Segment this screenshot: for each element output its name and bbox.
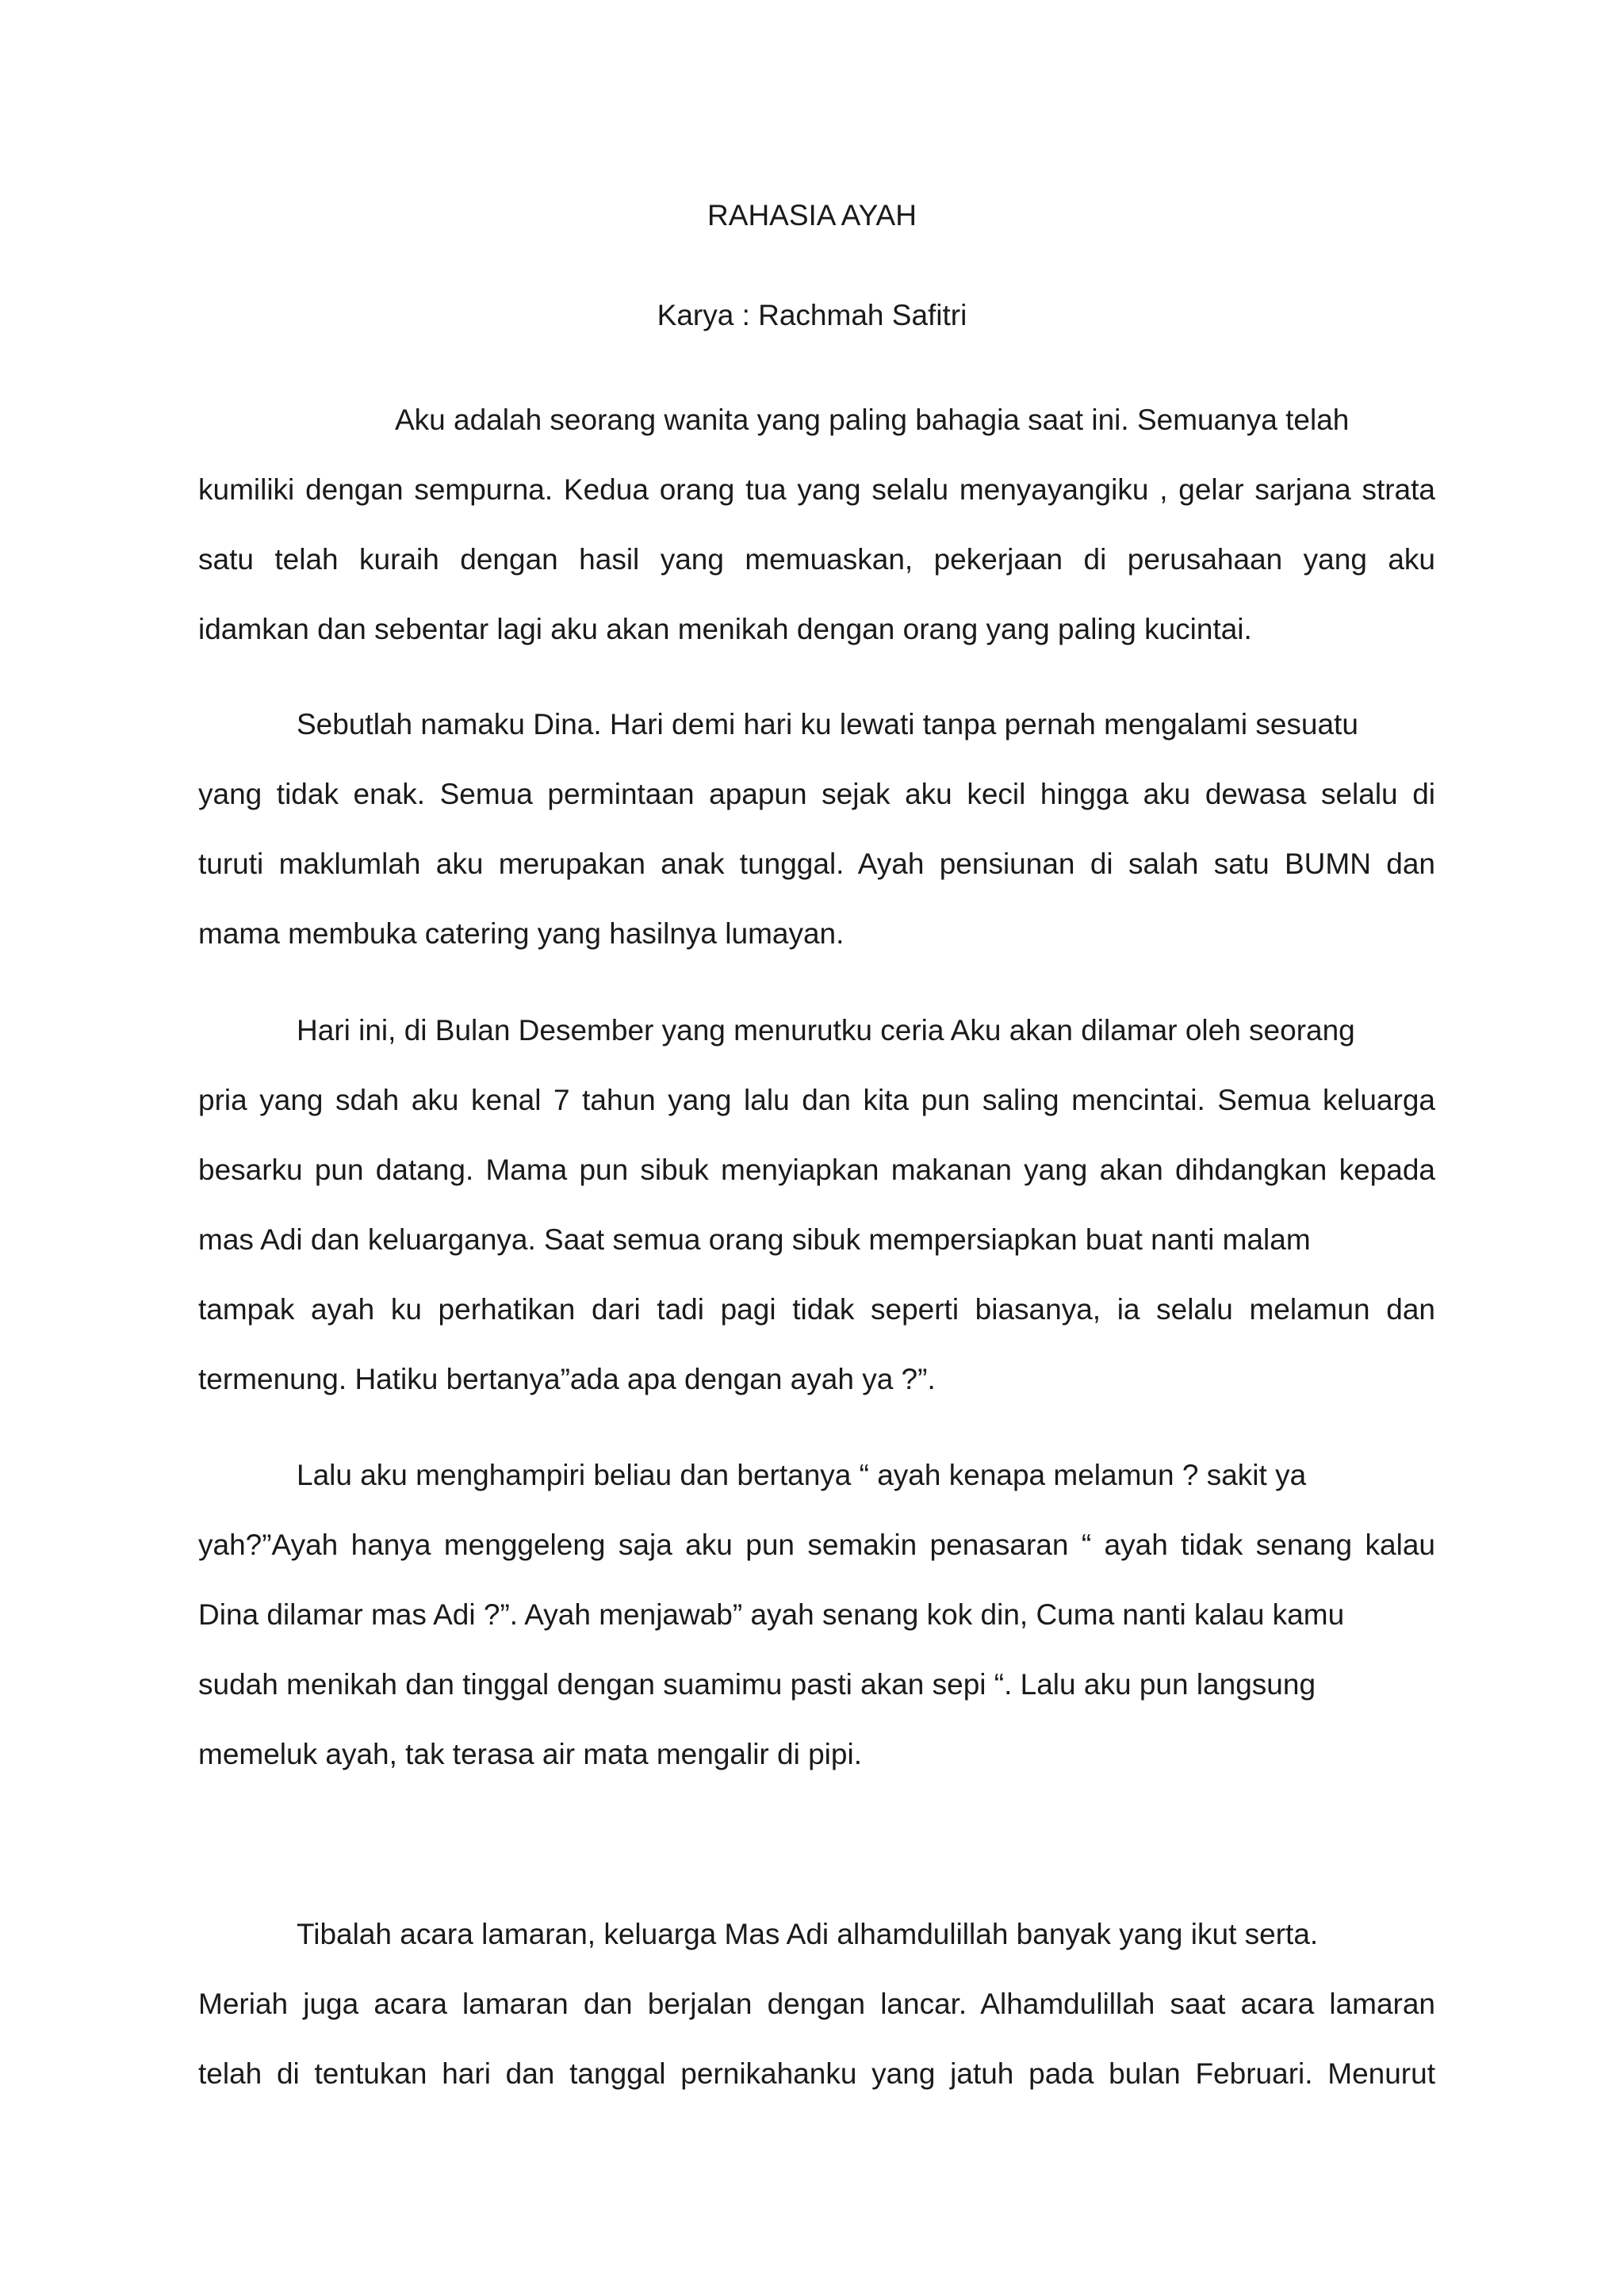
paragraph-line: idamkan dan sebentar lagi aku akan menikah dengan orang yang paling kucintai. <box>198 613 1252 645</box>
paragraph-line: kumiliki dengan sempurna. Kedua orang tua yang selalu menyayangiku , gelar sarjana strata <box>198 473 1435 506</box>
document-title: RAHASIA AYAH <box>707 199 917 232</box>
paragraph-line: sudah menikah dan tinggal dengan suamimu pasti akan sepi “. Lalu aku pun langsung <box>198 1668 1316 1701</box>
paragraph-1 <box>198 385 1435 664</box>
paragraph-line: mama membuka catering yang hasilnya lumayan. <box>198 917 845 950</box>
paragraph-2 <box>198 690 1435 969</box>
paragraph-line: telah di tentukan hari dan tanggal pernikahanku yang jatuh pada bulan Februari. Menurut <box>198 2057 1435 2090</box>
paragraph-line: Tibalah acara lamaran, keluarga Mas Adi alhamdulillah banyak yang ikut serta. <box>297 1918 1319 1950</box>
paragraph-line: Aku adalah seorang wanita yang paling bahagia saat ini. Semuanya telah <box>395 404 1350 436</box>
paragraph-line: turuti maklumlah aku merupakan anak tunggal. Ayah pensiunan di salah satu BUMN dan <box>198 848 1435 880</box>
paragraph-line: Sebutlah namaku Dina. Hari demi hari ku lewati tanpa pernah mengalami sesuatu <box>297 708 1358 740</box>
paragraph-line: yah?”Ayah hanya menggeleng saja aku pun semakin penasaran “ ayah tidak senang kalau <box>198 1529 1435 1561</box>
paragraph-line: yang tidak enak. Semua permintaan apapun sejak aku kecil hingga aku dewasa selalu di <box>198 778 1435 810</box>
paragraph-line: Dina dilamar mas Adi ?”. Ayah menjawab” ayah senang kok din, Cuma nanti kalau kamu <box>198 1598 1345 1631</box>
paragraph-line: satu telah kuraih dengan hasil yang memuaskan, pekerjaan di perusahaan yang aku <box>198 543 1435 576</box>
paragraph-line: besarku pun datang. Mama pun sibuk menyiapkan makanan yang akan dihdangkan kepada <box>198 1154 1435 1186</box>
author-line: Karya : Rachmah Safitri <box>657 299 967 331</box>
paragraph-3 <box>198 996 1435 1414</box>
paragraph-line: mas Adi dan keluarganya. Saat semua orang sibuk mempersiapkan buat nanti malam <box>198 1223 1311 1256</box>
paragraph-5 <box>198 1900 1435 2109</box>
paragraph-4 <box>198 1441 1435 1789</box>
paragraph-line: pria yang sdah aku kenal 7 tahun yang lalu dan kita pun saling mencintai. Semua keluarga <box>198 1084 1435 1116</box>
paragraph-line: Meriah juga acara lamaran dan berjalan dengan lancar. Alhamdulillah saat acara lamaran <box>198 1988 1435 2020</box>
paragraph-line: Hari ini, di Bulan Desember yang menurutku ceria Aku akan dilamar oleh seorang <box>297 1014 1355 1047</box>
paragraph-line: memeluk ayah, tak terasa air mata mengalir di pipi. <box>198 1738 862 1770</box>
paragraph-line: Lalu aku menghampiri beliau dan bertanya “ ayah kenapa melamun ? sakit ya <box>297 1459 1307 1491</box>
paragraph-line: termenung. Hatiku bertanya”ada apa dengan ayah ya ?”. <box>198 1363 936 1395</box>
paragraph-line: tampak ayah ku perhatikan dari tadi pagi tidak seperti biasanya, ia selalu melamun dan <box>198 1293 1435 1326</box>
